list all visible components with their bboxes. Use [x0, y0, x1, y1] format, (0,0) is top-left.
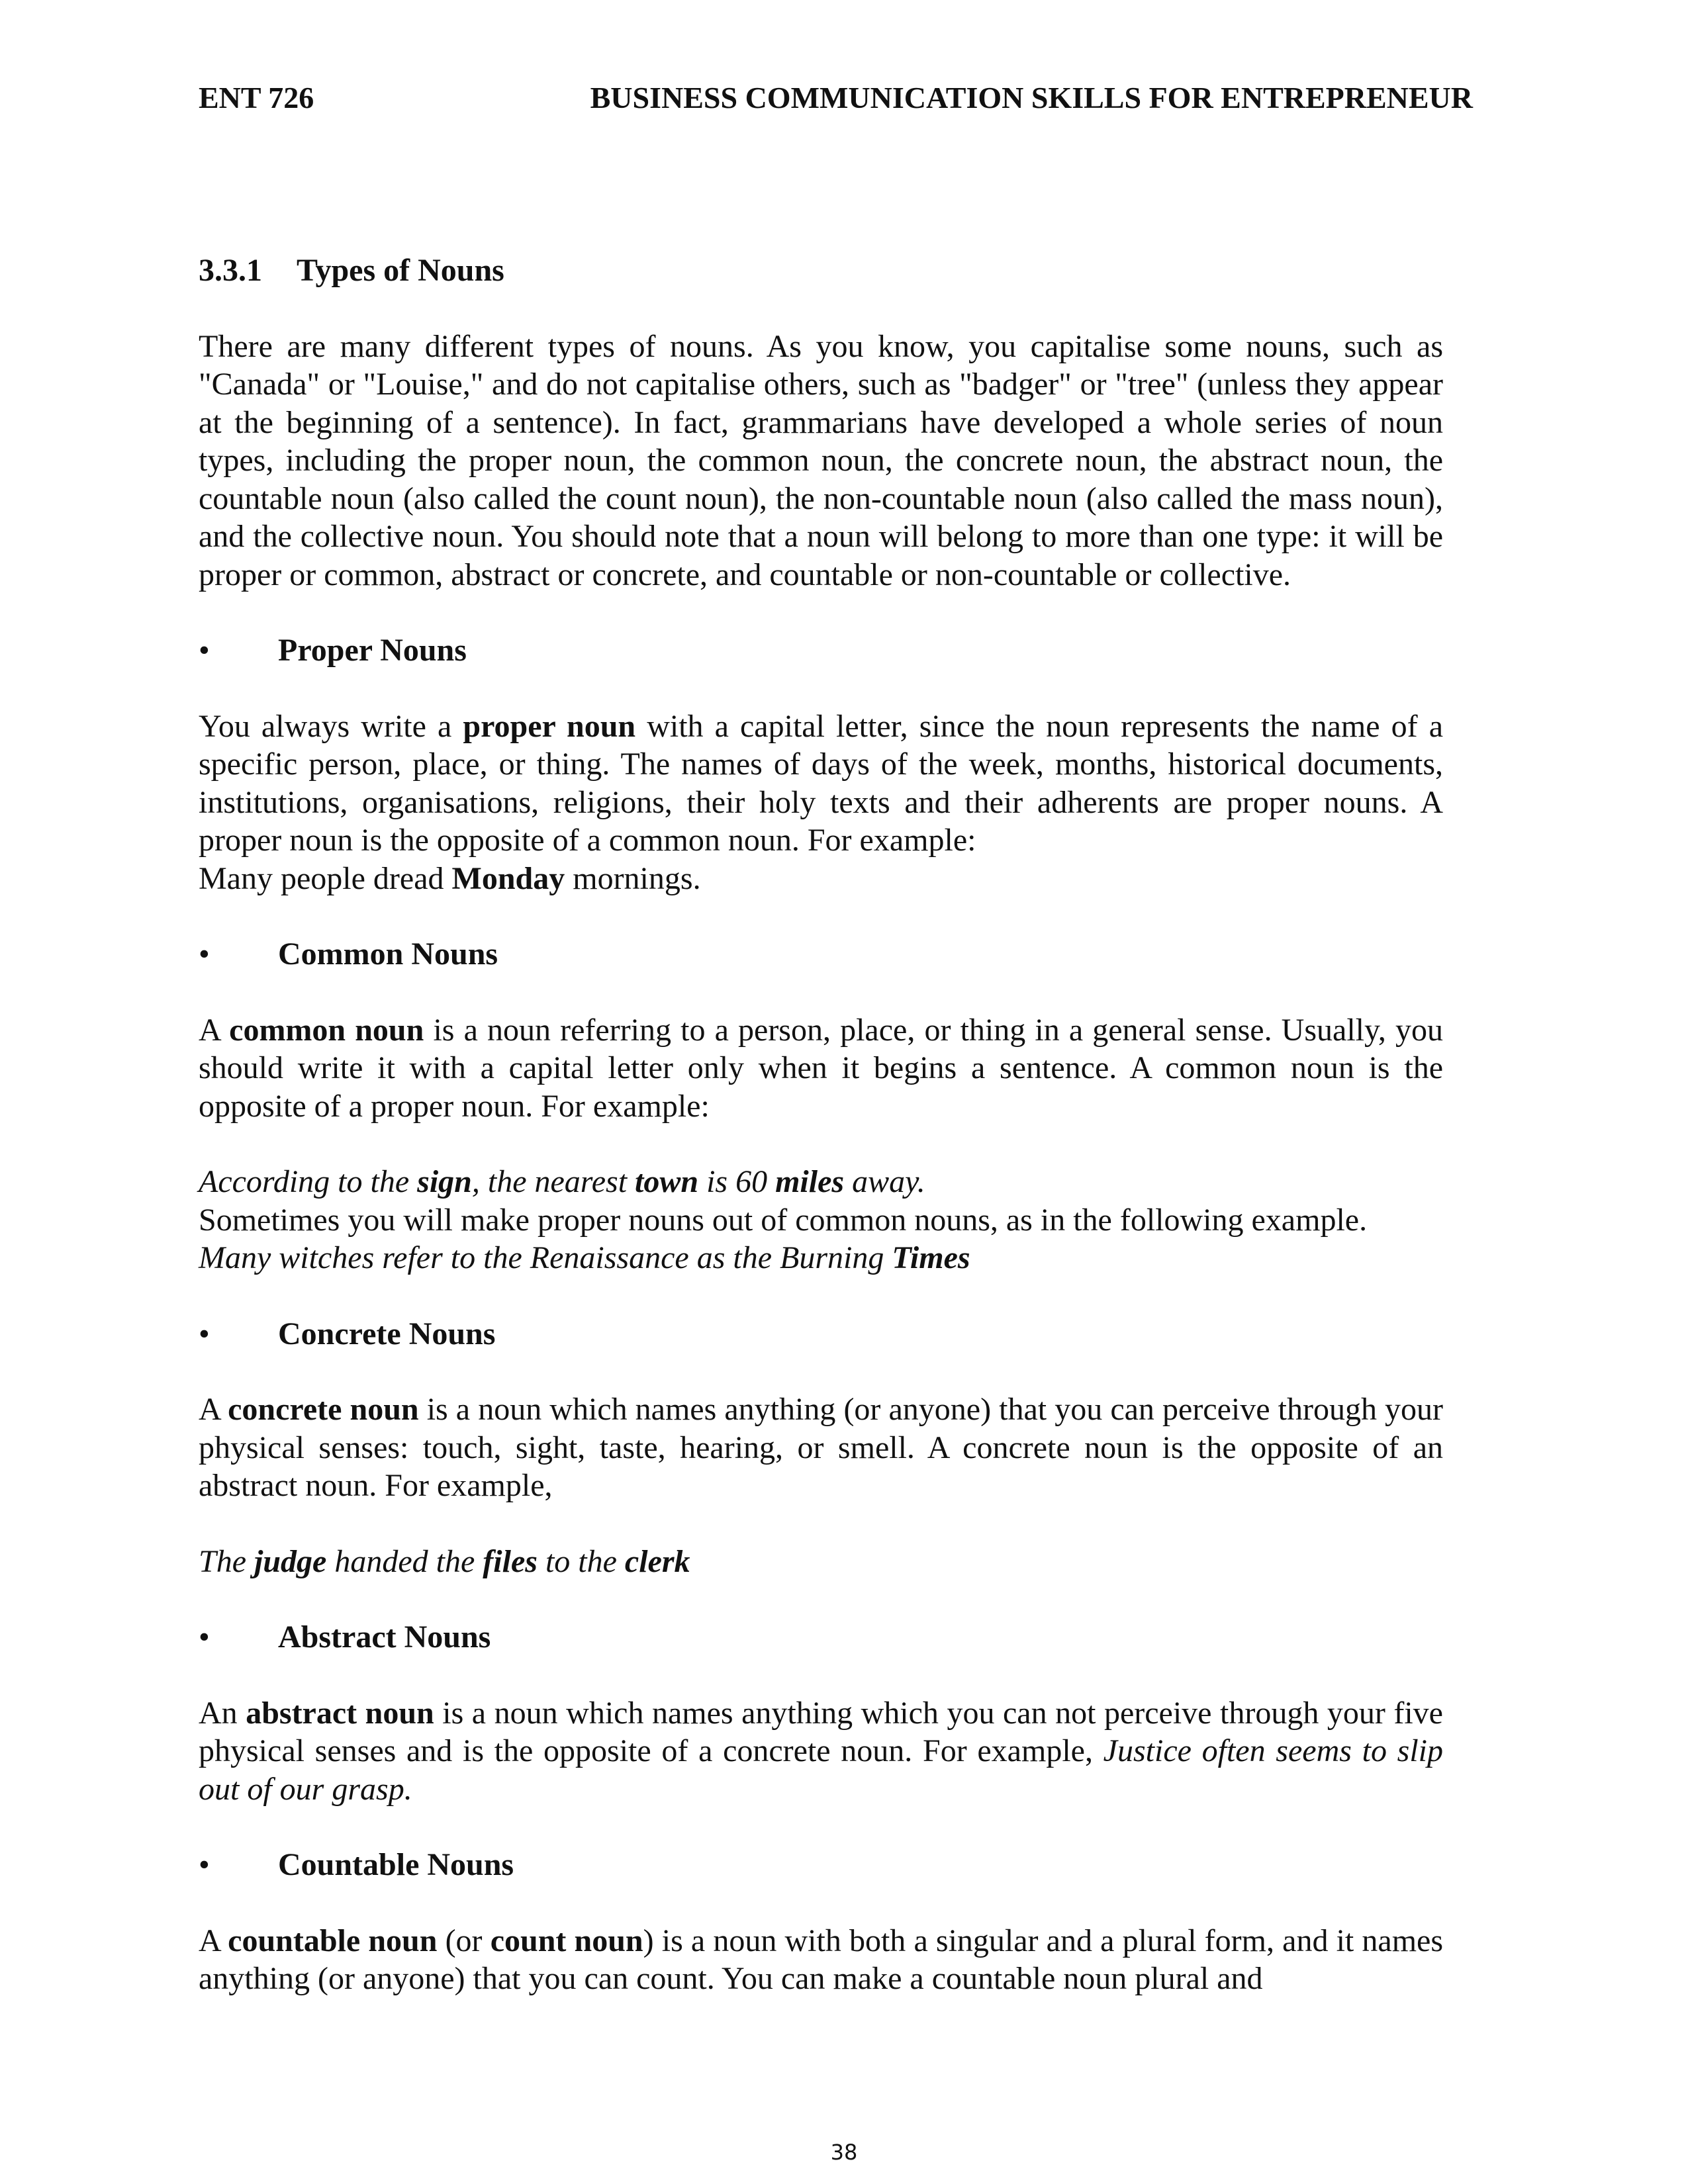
concrete-heading: Concrete Nouns: [278, 1316, 496, 1351]
abstract-paragraph: An abstract noun is a noun which names anything which you can not perceive through your five physical senses and is the opposite of a concrete noun. For example, Justice often seems to slip out of our grasp.: [199, 1695, 1443, 1807]
page-number: 38: [830, 2140, 858, 2165]
course-code: ENT 726: [199, 81, 314, 114]
bullet-heading-abstract: [199, 1618, 1443, 1657]
bullet-icon: •: [199, 936, 210, 972]
abstract-heading: Abstract Nouns: [278, 1619, 491, 1655]
intro-paragraph: There are many different types of nouns. As you know, you capitalise some nouns, such as "Canada" or "Louise," and do not capitalise others, such as "badger" or "tree" (unless they appear at the beginning of a sentence). In fact, grammarians have developed a whole series of noun types, including the proper noun, the common noun, the concrete noun, the abstract noun, the countable noun (also called the count noun), the non-countable noun (also called the mass noun), and the collective noun. You should note that a noun will belong to more than one type: it will be proper or common, abstract or concrete, and countable or non-countable or collective.: [199, 328, 1443, 592]
concrete-paragraph: A concrete noun is a noun which names anything (or anyone) that you can perceive through your physical senses: touch, sight, taste, hearing, or smell. A concrete noun is the opposite of an abstract noun. For example,: [199, 1392, 1444, 1503]
common-paragraph-2: Sometimes you will make proper nouns out of common nouns, as in the following example.: [199, 1202, 1368, 1238]
proper-heading: Proper Nouns: [278, 633, 467, 668]
countable-heading: Countable Nouns: [278, 1847, 514, 1882]
bullet-heading-concrete: [199, 1315, 1443, 1353]
bullet-icon: •: [199, 1619, 210, 1655]
course-title: BUSINESS COMMUNICATION SKILLS FOR ENTREPRENEUR: [590, 81, 1473, 114]
common-example-1: According to the sign, the nearest town is 60 miles away.: [199, 1164, 925, 1199]
common-example-2: Many witches refer to the Renaissance as the Burning Times: [199, 1240, 970, 1275]
common-paragraph: A common noun is a noun referring to a person, place, or thing in a general sense. Usually, you should write it with a capital letter only when it begins a sentence. A common noun is the opposite of a proper noun. For example:: [199, 1012, 1444, 1124]
section-title: Types of Nouns: [297, 253, 504, 288]
countable-paragraph: A countable noun (or count noun) is a noun with both a singular and a plural form, and it names anything (or anyone) that you can count. You can make a countable noun plural and: [199, 1923, 1444, 1996]
bullet-icon: •: [199, 1316, 210, 1351]
bullet-heading-proper: [199, 631, 1443, 670]
section-number: 3.3.1: [199, 253, 262, 288]
proper-example: Many people dread Monday mornings.: [199, 860, 701, 896]
proper-paragraph: You always write a proper noun with a capital letter, since the noun represents the name of a specific person, place, or thing. The names of days of the week, months, historical documents, institutions, organisations, religions, their holy texts and their adherents are proper nouns. A proper noun is the opposite of a common noun. For example:: [199, 708, 1444, 858]
page-content: [199, 251, 1443, 1998]
common-heading: Common Nouns: [278, 936, 498, 972]
bullet-heading-common: [199, 935, 1443, 974]
bullet-heading-countable: [199, 1846, 1443, 1884]
bullet-icon: •: [199, 633, 210, 668]
bullet-icon: •: [199, 1847, 210, 1882]
section-heading: [199, 251, 1443, 290]
concrete-example: The judge handed the files to the clerk: [199, 1543, 690, 1579]
